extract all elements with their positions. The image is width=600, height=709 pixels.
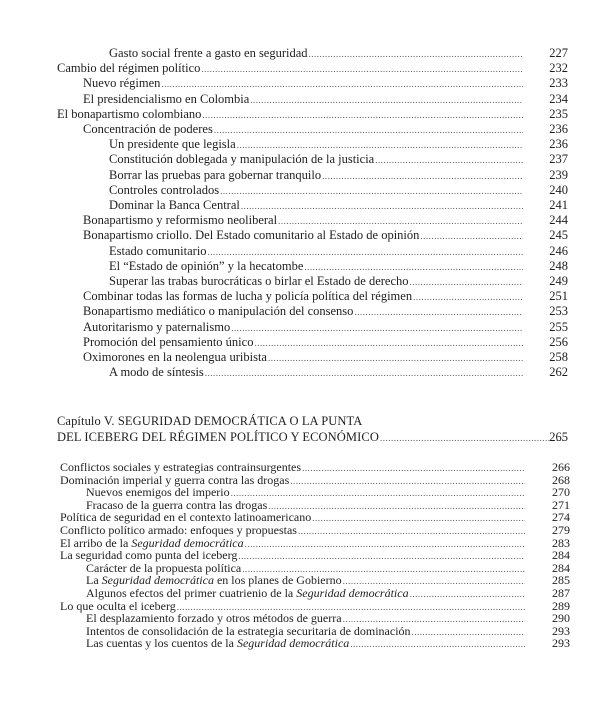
entry-title-text: Constitución doblegada y manipulación de la justicia [109,152,375,167]
page-number: 256 [549,334,568,349]
page-number: 253 [549,304,568,319]
toc-entry [83,92,568,107]
entry-title-text: A modo de síntesis [109,365,204,380]
entry-title-text: Concentración de poderes [83,122,213,136]
dot-leader [202,110,523,120]
entry-title-text: Borrar las pruebas para gobernar tranquilo [109,167,322,182]
dot-leader [250,95,523,105]
entry-title-text: El arribo de la [60,535,132,550]
page-number: 236 [549,122,568,136]
entry-title-text: El bonapartismo colombiano [57,106,202,121]
page-number: 285 [552,573,570,588]
dot-leader [343,614,525,624]
entry-title-italic: Seguridad democrática [236,636,350,651]
dot-leader [214,125,523,135]
dot-leader [309,49,523,59]
entry-title [109,168,321,183]
dot-leader [268,501,525,511]
page-number: 246 [549,243,568,258]
page-number: 284 [552,560,570,575]
entry-title [109,183,219,198]
page-number: 236 [549,137,568,152]
toc-entry [83,76,568,91]
entry-title [109,137,236,152]
entry-title-text: Oximorones en la neolengua uribista [83,350,267,364]
page-number: 266 [552,460,570,474]
dot-leader [290,476,525,486]
entry-title-text: Controles controlados [109,182,220,197]
entry-title-text: Fracaso de la guerra contra las drogas [86,497,268,512]
toc-entry [83,213,568,228]
page-number: 255 [549,319,568,334]
entry-title [83,304,353,319]
chapter-heading-text: DEL ICEBERG DEL RÉGIMEN POLÍTICO Y ECONÓMICO [57,430,379,444]
entry-title [109,365,204,380]
page-number: 289 [552,598,570,613]
entry-title-text: Carácter de la propuesta política [86,560,242,575]
dot-leader [268,353,523,363]
toc-entry [57,107,568,122]
entry-title-italic: Seguridad democrática [296,586,409,600]
page-number: 237 [549,152,568,167]
page-number: 232 [549,61,568,76]
toc-entry [109,274,568,289]
dot-leader [410,277,523,287]
page-number: 283 [552,535,570,550]
dot-leader [375,155,523,165]
entry-title [109,46,308,61]
entry-title-text: Conflicto político armado: enfoques y propuestas [60,523,297,537]
entry-title-italic: Seguridad democrática [101,573,214,588]
entry-title-text: Autoritarismo y paternalismo [83,319,231,334]
dot-leader [238,551,525,561]
entry-title-text: Nuevos enemigos del imperio [86,485,230,500]
toc-entry [83,304,568,319]
entry-title-text: Bonapartismo y reformismo neoliberal [83,213,278,228]
entry-title-text: Un presidente que legisla [109,137,236,152]
dot-leader [177,602,525,612]
entry-title [57,61,200,76]
dot-leader [412,627,525,637]
entry-title [83,335,253,350]
entry-title [109,198,240,213]
page-number: 235 [549,106,568,121]
page-number: 233 [549,76,568,91]
dot-leader [413,292,523,302]
toc-entry [109,244,568,259]
dot-leader [231,323,523,333]
page-number: 271 [552,497,570,512]
page-number: 240 [549,182,568,197]
toc-entry [83,335,568,350]
entry-title-text: Superar las trabas burocráticas o birlar el Estado de derecho [109,274,409,288]
dot-leader [242,564,525,574]
toc-entry [109,259,568,274]
page-number: 270 [552,485,570,500]
entry-title-text: Promoción del pensamiento único [83,334,254,349]
entry-title-text: El presidencialismo en Colombia [83,91,250,106]
entry-title-text: Nuevo régimen [83,76,161,91]
dot-leader [254,338,523,348]
dot-leader [241,201,523,211]
toc-entry [109,152,568,167]
entry-title-text: Las cuentas y los cuentos de la [86,636,237,651]
toc-entry [109,168,568,183]
page-number: 290 [552,611,570,626]
entry-title-text: Lo que oculta el iceberg [60,598,176,613]
entry-title [83,76,160,91]
page-number: 244 [549,213,568,228]
dot-leader [354,307,523,317]
page-number: 239 [549,167,568,182]
entry-title [57,107,201,122]
page-number: 241 [549,198,568,212]
toc-entry [109,183,568,198]
page-number: 268 [552,472,570,487]
toc-entry [109,46,568,61]
page-number: 284 [552,548,570,563]
dot-leader [201,64,523,74]
dot-leader [410,589,525,599]
entry-title-text: Algunos efectos del primer cuatrienio de la [86,586,297,600]
entry-title-text: Estado comunitario [109,243,207,258]
toc-entry [109,198,568,213]
dot-leader [350,639,525,649]
entry-title [83,350,267,365]
entry-title [83,122,213,137]
dot-leader [420,231,523,241]
entry-title [83,289,412,304]
page-number: 293 [552,623,570,638]
page-number: 251 [549,289,568,304]
chapter-heading-line-2 [57,430,568,445]
chapter-page-number: 265 [549,430,568,444]
entry-title [86,636,349,651]
entry-title-italic: Seguridad democrática [131,535,244,550]
dot-leader [205,368,523,378]
entry-title [83,228,419,243]
toc-entry [83,320,568,335]
dot-leader [312,513,525,523]
page-number: 245 [549,228,568,243]
dot-leader [220,186,523,196]
entry-title [83,92,249,107]
toc-entry [83,350,568,365]
entry-title-text: Bonapartismo mediático o manipulación del consenso [83,304,354,319]
entry-title [109,152,374,167]
entry-title [83,213,277,228]
entry-title-text: Intentos de consolidación de la estrategia securitaria de dominación [86,623,411,638]
dot-leader [237,140,523,150]
entry-title-text: Dominar la Banca Central [109,198,240,212]
page-number: 293 [552,636,570,651]
entry-title-text: Cambio del régimen político [57,61,201,76]
toc-entry [57,61,568,76]
dot-leader [343,576,525,586]
entry-title-suffix: en los planes de Gobierno [213,573,342,588]
entry-title [83,320,230,335]
page-number: 262 [549,365,568,380]
entry-title [109,244,207,259]
toc-entry [83,228,568,243]
page-number: 274 [552,510,570,525]
page-number: 227 [549,46,568,60]
toc-entry [83,289,568,304]
dot-leader [231,488,525,498]
dot-leader [302,463,525,473]
entry-title-text: Política de seguridad en el contexto latinoamericano [60,510,312,525]
entry-title-text: Conflictos sociales y estrategias contrainsurgentes [60,460,302,474]
entry-title [109,274,409,289]
dot-leader [278,216,523,226]
entry-title-text: Bonapartismo criollo. Del Estado comunitario al Estado de opinión [83,228,420,243]
toc-entry [109,365,568,380]
page-number: 258 [549,350,568,364]
page-number: 249 [549,274,568,288]
toc-entry [109,137,568,152]
toc-entry [86,636,570,651]
page-number: 248 [549,258,568,273]
dot-leader [322,171,523,181]
entry-title-text: Gasto social frente a gasto en seguridad [109,46,308,60]
entry-title-text: El desplazamiento forzado y otros métodos de guerra [86,611,342,626]
page-number: 234 [549,91,568,106]
entry-title-text: Combinar todas las formas de lucha y policía política del régimen [83,289,413,304]
entry-title-text: La [86,573,102,588]
dot-leader [161,79,523,89]
entry-title [109,259,303,274]
dot-leader [298,526,525,536]
entry-title-text: El “Estado de opinión” y la hecatombe [109,258,304,273]
dot-leader [304,262,523,272]
dot-leader [208,247,523,257]
entry-title-text: Dominación imperial y guerra contra las drogas [60,472,290,487]
page-number: 279 [552,523,570,537]
entry-title-text: La seguridad como punta del iceberg [60,548,238,563]
page-number: 287 [552,586,570,600]
dot-leader [245,539,525,549]
chapter-heading-line-1: Capítulo V. SEGURIDAD DEMOCRÁTICA O LA PUNTA [57,414,363,428]
toc-entry [83,122,568,137]
